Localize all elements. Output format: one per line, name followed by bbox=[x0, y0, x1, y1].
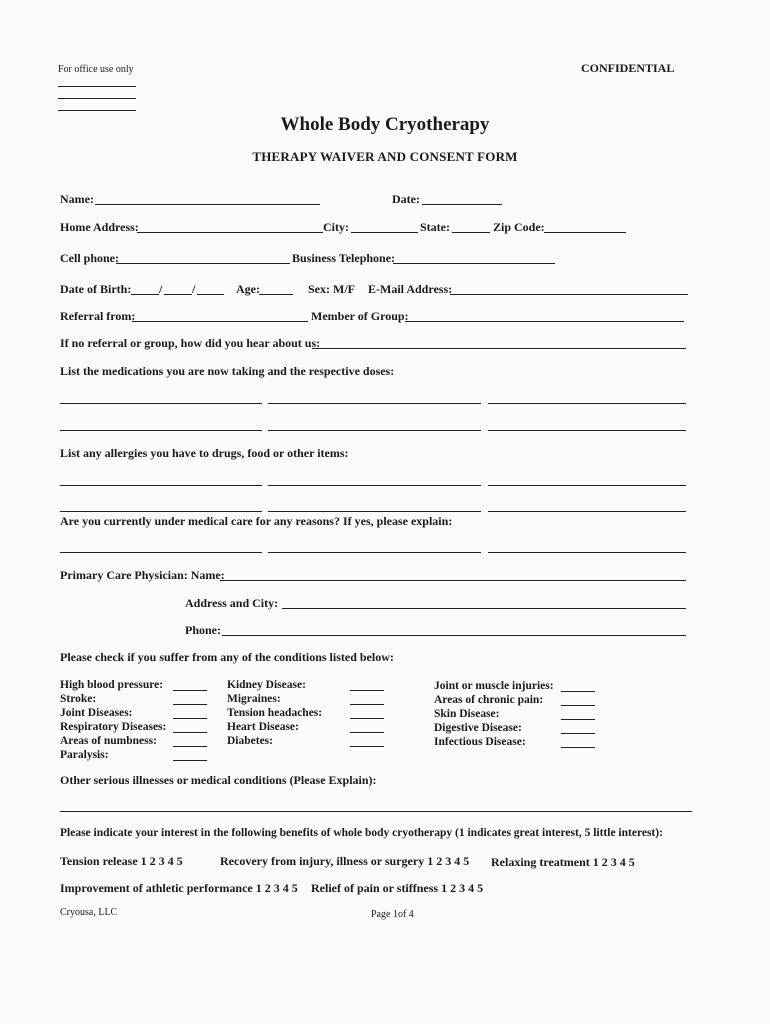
medical-care-line[interactable] bbox=[60, 552, 262, 553]
form-title: Whole Body Cryotherapy bbox=[280, 114, 490, 135]
referral-label: Referral from: bbox=[60, 309, 136, 323]
cell-field[interactable] bbox=[116, 263, 290, 264]
allergy-line[interactable] bbox=[268, 511, 481, 512]
age-field[interactable] bbox=[259, 294, 293, 295]
other-illness-field[interactable] bbox=[60, 811, 692, 812]
condition-check[interactable] bbox=[350, 690, 384, 691]
benefit-recovery[interactable]: Recovery from injury, illness or surgery 1 2 3 4 5 bbox=[220, 854, 470, 868]
condition-check[interactable] bbox=[173, 704, 207, 705]
condition-check[interactable] bbox=[173, 718, 207, 719]
medical-care-line[interactable] bbox=[268, 552, 481, 553]
form-subtitle: THERAPY WAIVER AND CONSENT FORM bbox=[252, 149, 518, 164]
condition-check[interactable] bbox=[561, 719, 595, 720]
dob-month-field[interactable] bbox=[131, 294, 159, 295]
condition-label: Areas of numbness: bbox=[60, 735, 157, 747]
dob-label: Date of Birth: bbox=[60, 282, 132, 296]
email-label: E-Mail Address: bbox=[368, 282, 453, 296]
conditions-intro: Please check if you suffer from any of the conditions listed below: bbox=[60, 650, 394, 664]
condition-check[interactable] bbox=[173, 732, 207, 733]
dob-sep-2: / bbox=[192, 282, 196, 296]
condition-label: High blood pressure: bbox=[60, 679, 164, 691]
referral-field[interactable] bbox=[132, 321, 308, 322]
condition-check[interactable] bbox=[561, 733, 595, 734]
medications-label: List the medications you are now taking and the respective doses: bbox=[60, 364, 395, 378]
home-address-field[interactable] bbox=[137, 232, 323, 233]
name-field[interactable] bbox=[95, 204, 320, 205]
benefits-intro: Please indicate your interest in the following benefits of whole body cryotherapy (1 indicates great interest, 5 little interest): bbox=[60, 827, 663, 839]
condition-label: Respiratory Diseases: bbox=[60, 721, 167, 733]
conditions-col3 bbox=[434, 679, 554, 749]
medical-care-label: Are you currently under medical care for any reasons? If yes, please explain: bbox=[60, 514, 453, 528]
office-line-3 bbox=[58, 110, 136, 111]
benefit-pain-relief[interactable]: Relief of pain or stiffness 1 2 3 4 5 bbox=[311, 881, 484, 895]
medication-line[interactable] bbox=[60, 430, 262, 431]
conditions-col1 bbox=[60, 678, 166, 762]
condition-label: Areas of chronic pain: bbox=[434, 694, 544, 706]
pcp-address-field[interactable] bbox=[282, 608, 686, 609]
business-tel-field[interactable] bbox=[393, 263, 555, 264]
other-illness-label: Other serious illnesses or medical conditions (Please Explain): bbox=[60, 773, 377, 787]
office-line-1 bbox=[58, 86, 136, 87]
condition-label: Tension headaches: bbox=[227, 707, 323, 719]
confidential-label: CONFIDENTIAL bbox=[581, 61, 675, 75]
date-field[interactable] bbox=[422, 204, 502, 205]
cell-label: Cell phone: bbox=[60, 251, 120, 265]
condition-label: Migraines: bbox=[227, 693, 281, 705]
condition-label: Stroke: bbox=[60, 693, 97, 705]
condition-check[interactable] bbox=[350, 718, 384, 719]
hear-about-field[interactable] bbox=[312, 348, 686, 349]
condition-check[interactable] bbox=[561, 747, 595, 748]
name-label: Name: bbox=[60, 192, 94, 206]
dob-sep-1: / bbox=[159, 282, 163, 296]
state-field[interactable] bbox=[452, 232, 490, 233]
office-use-note: For office use only bbox=[58, 64, 134, 75]
footer-company: Cryousa, LLC bbox=[60, 907, 118, 918]
sex-label: Sex: M/F bbox=[308, 282, 355, 296]
medication-line[interactable] bbox=[60, 403, 262, 404]
allergy-line[interactable] bbox=[488, 511, 686, 512]
pcp-phone-field[interactable] bbox=[222, 635, 686, 636]
allergy-line[interactable] bbox=[60, 511, 262, 512]
condition-check[interactable] bbox=[173, 690, 207, 691]
condition-check[interactable] bbox=[350, 746, 384, 747]
condition-check[interactable] bbox=[561, 705, 595, 706]
benefit-athletic[interactable]: Improvement of athletic performance 1 2 3 4 5 bbox=[60, 881, 298, 895]
member-group-field[interactable] bbox=[405, 321, 684, 322]
home-address-label: Home Address: bbox=[60, 220, 139, 234]
pcp-name-label: Primary Care Physician: Name: bbox=[60, 568, 225, 582]
benefit-tension[interactable]: Tension release 1 2 3 4 5 bbox=[60, 854, 183, 868]
state-label: State: bbox=[420, 220, 450, 234]
city-label: City: bbox=[323, 220, 349, 234]
condition-label: Infectious Disease: bbox=[434, 736, 526, 748]
condition-check[interactable] bbox=[350, 732, 384, 733]
dob-year-field[interactable] bbox=[197, 294, 224, 295]
condition-label: Heart Disease: bbox=[227, 721, 299, 733]
condition-check[interactable] bbox=[173, 746, 207, 747]
city-field[interactable] bbox=[351, 232, 418, 233]
conditions-col2 bbox=[227, 678, 322, 748]
medication-line[interactable] bbox=[268, 430, 481, 431]
allergy-line[interactable] bbox=[488, 485, 686, 486]
allergy-line[interactable] bbox=[60, 485, 262, 486]
condition-label: Joint Diseases: bbox=[60, 707, 133, 719]
business-tel-label: Business Telephone: bbox=[292, 251, 396, 265]
member-group-label: Member of Group: bbox=[311, 309, 409, 323]
footer-page-number: Page 1of 4 bbox=[371, 909, 414, 920]
condition-check[interactable] bbox=[350, 704, 384, 705]
age-label: Age: bbox=[236, 282, 260, 296]
dob-day-field[interactable] bbox=[164, 294, 192, 295]
office-line-2 bbox=[58, 98, 136, 99]
condition-check[interactable] bbox=[173, 760, 207, 761]
condition-label: Diabetes: bbox=[227, 735, 273, 747]
condition-label: Digestive Disease: bbox=[434, 722, 522, 734]
pcp-name-field[interactable] bbox=[220, 580, 686, 581]
allergy-line[interactable] bbox=[268, 485, 481, 486]
condition-label: Kidney Disease: bbox=[227, 679, 306, 691]
hear-about-label: If no referral or group, how did you hear about us: bbox=[60, 336, 321, 350]
zip-label: Zip Code: bbox=[493, 220, 545, 234]
medication-line[interactable] bbox=[268, 403, 481, 404]
condition-label: Joint or muscle injuries: bbox=[434, 680, 554, 692]
pcp-phone-label: Phone: bbox=[185, 623, 221, 637]
condition-label: Skin Disease: bbox=[434, 708, 500, 720]
medication-line[interactable] bbox=[488, 430, 686, 431]
condition-label: Paralysis: bbox=[60, 749, 109, 761]
date-label: Date: bbox=[392, 192, 420, 206]
medical-care-line[interactable] bbox=[488, 552, 686, 553]
allergies-label: List any allergies you have to drugs, food or other items: bbox=[60, 446, 349, 460]
zip-field[interactable] bbox=[544, 232, 626, 233]
benefit-relaxing[interactable]: Relaxing treatment 1 2 3 4 5 bbox=[491, 855, 635, 869]
email-field[interactable] bbox=[450, 294, 688, 295]
medication-line[interactable] bbox=[488, 403, 686, 404]
pcp-address-label: Address and City: bbox=[185, 596, 279, 610]
condition-check[interactable] bbox=[561, 691, 595, 692]
